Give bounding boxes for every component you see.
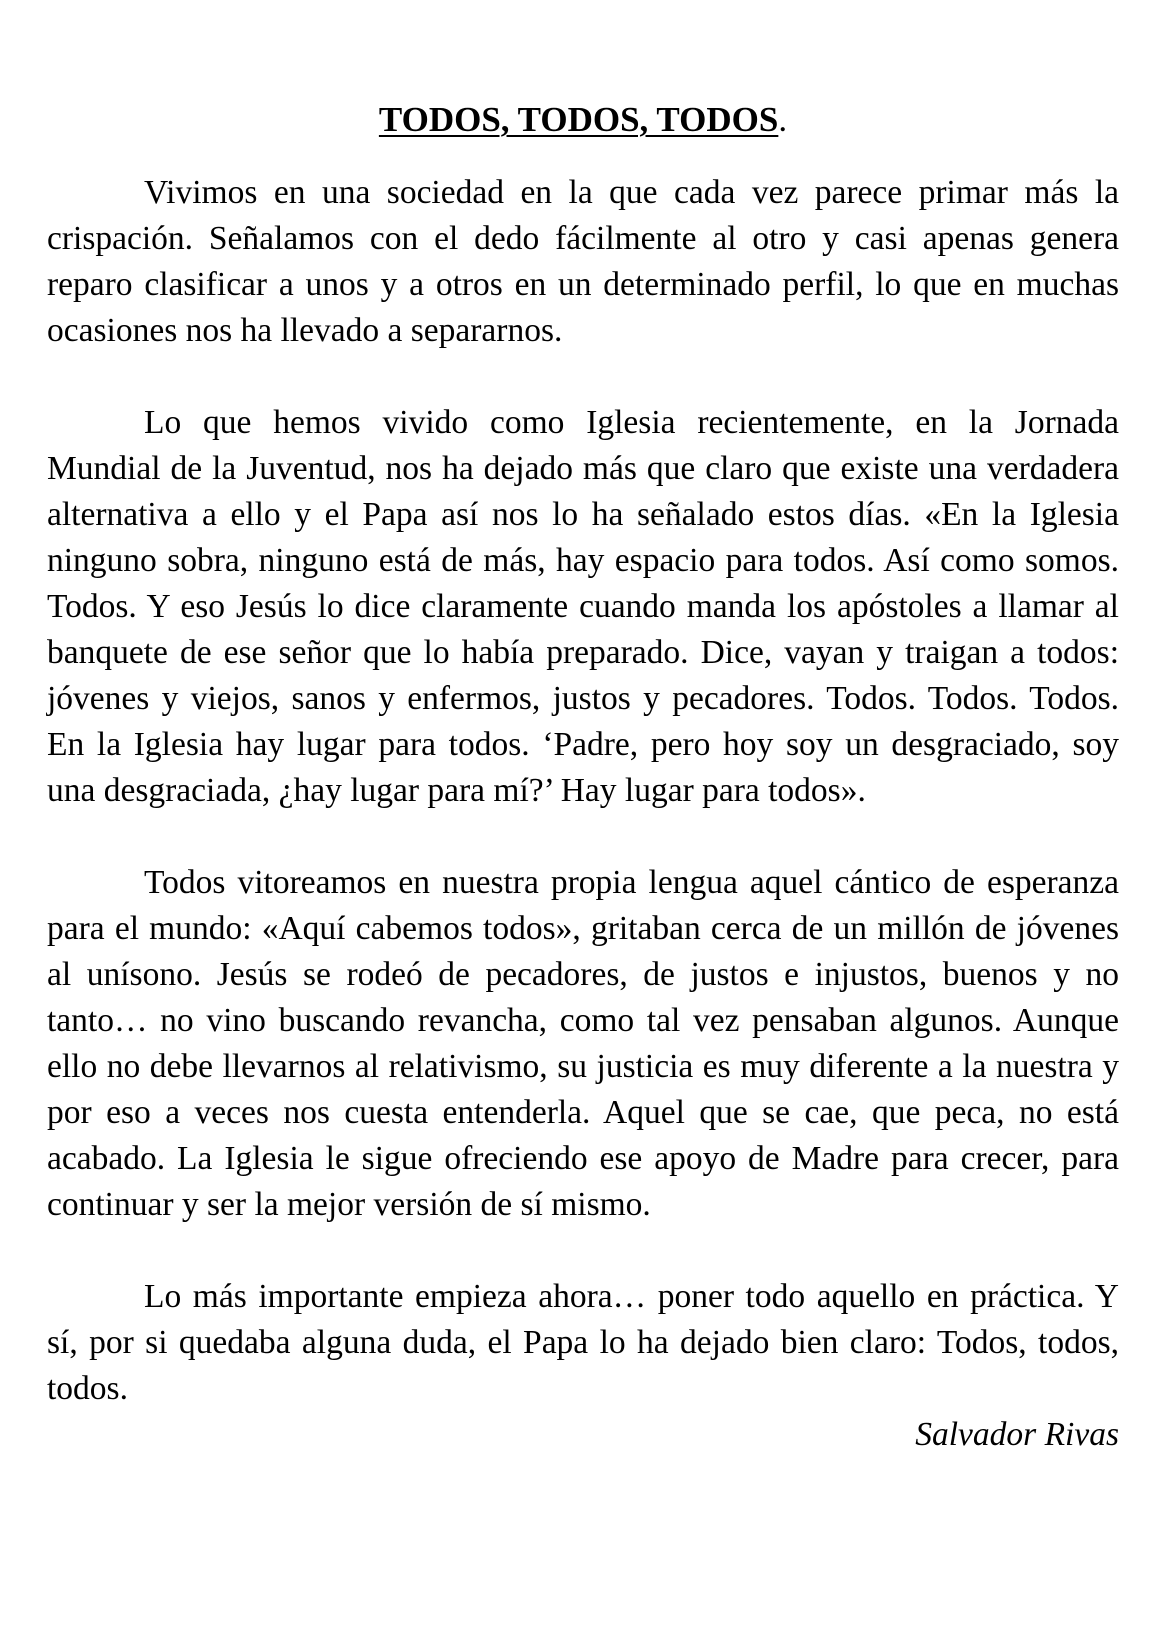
paragraph-3: Todos vitoreamos en nuestra propia lengua aquel cántico de esperanza para el mundo: «Aquí cabemos todos», gritaban cerca de un millón de jóvenes al unísono. Jesús se rodeó de pecadores, de justos e injustos, buenos y no tanto… no vino buscando revancha, como tal vez pensaban algunos. Aunque ello no debe llevarnos al relativismo, su justicia es muy diferente a la nuestra y por eso a veces nos cuesta entenderla. Aquel que se cae, que peca, no está acabado. La Iglesia le sigue ofreciendo ese apoyo de Madre para crecer, para continuar y ser la mejor versión de sí mismo. — [47, 864, 1119, 1223]
document-page — [47, 100, 1119, 1458]
author-signature: Salvador Rivas — [915, 1416, 1119, 1453]
title-text: TODOS, TODOS, TODOS — [378, 100, 779, 139]
paragraph-4: Lo más importante empieza ahora… poner todo aquello en práctica. Y sí, por si quedaba alguna duda, el Papa lo ha dejado bien claro: Todos, todos, todos. — [47, 1278, 1119, 1407]
paragraph-1: Vivimos en una sociedad en la que cada vez parece primar más la crispación. Señalamos con el dedo fácilmente al otro y casi apenas genera reparo clasificar a unos y a otros en un determinado perfil, lo que en muchas ocasiones nos ha llevado a separarnos. — [47, 174, 1119, 349]
paragraph-2: Lo que hemos vivido como Iglesia recientemente, en la Jornada Mundial de la Juventud, nos ha dejado más que claro que existe una verdadera alternativa a ello y el Papa así nos lo ha señalado estos días. «En la Iglesia ninguno sobra, ninguno está de más, hay espacio para todos. Así como somos. Todos. Y eso Jesús lo dice claramente cuando manda los apóstoles a llamar al banquete de ese señor que lo había preparado. Dice, vayan y traigan a todos: jóvenes y viejos, sanos y enfermos, justos y pecadores. Todos. Todos. Todos. En la Iglesia hay lugar para todos. ‘Padre, pero hoy soy un desgraciado, soy una desgraciada, ¿hay lugar para mí?’ Hay lugar para todos». — [47, 404, 1119, 809]
title-period: . — [778, 100, 788, 139]
document-title — [47, 100, 1119, 140]
